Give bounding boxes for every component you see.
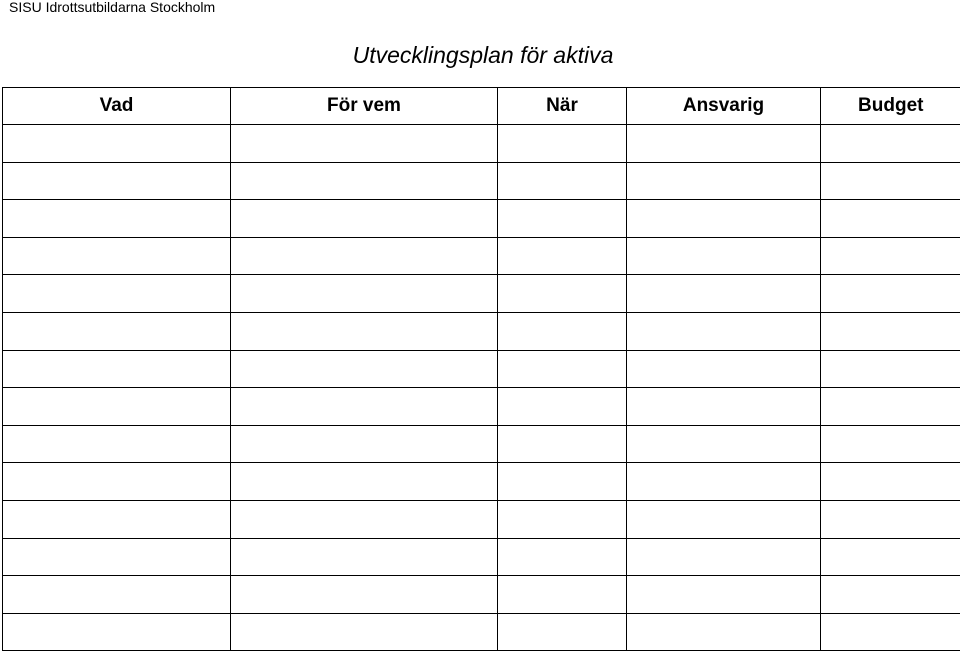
table-cell-for-vem[interactable] (231, 350, 498, 388)
table-cell-for-vem[interactable] (231, 237, 498, 275)
table-cell-budget[interactable] (821, 576, 960, 614)
table-header-row (3, 88, 960, 125)
table-cell-ansvarig[interactable] (627, 237, 821, 275)
table-cell-budget[interactable] (821, 500, 960, 538)
table-cell-budget[interactable] (821, 237, 960, 275)
table-cell-nar[interactable] (498, 237, 627, 275)
table-row (3, 350, 960, 388)
table-row (3, 162, 960, 200)
table-cell-nar[interactable] (498, 425, 627, 463)
table-row (3, 613, 960, 651)
table-cell-nar[interactable] (498, 350, 627, 388)
table-cell-budget[interactable] (821, 125, 960, 163)
table-body (3, 125, 960, 651)
table-cell-for-vem[interactable] (231, 312, 498, 350)
table-cell-budget[interactable] (821, 463, 960, 501)
table-cell-nar[interactable] (498, 275, 627, 313)
table-cell-nar[interactable] (498, 312, 627, 350)
table-cell-vad[interactable] (3, 613, 231, 651)
table-cell-budget[interactable] (821, 200, 960, 238)
column-header-ansvarig: Ansvarig (627, 88, 821, 125)
column-header-nar: När (498, 88, 627, 125)
table-cell-for-vem[interactable] (231, 200, 498, 238)
table-cell-budget[interactable] (821, 350, 960, 388)
table-cell-for-vem[interactable] (231, 125, 498, 163)
table-cell-for-vem[interactable] (231, 576, 498, 614)
table-cell-vad[interactable] (3, 200, 231, 238)
table-cell-vad[interactable] (3, 538, 231, 576)
table-cell-budget[interactable] (821, 275, 960, 313)
table-cell-ansvarig[interactable] (627, 350, 821, 388)
table-cell-nar[interactable] (498, 613, 627, 651)
table-cell-for-vem[interactable] (231, 425, 498, 463)
table-cell-ansvarig[interactable] (627, 613, 821, 651)
table-cell-for-vem[interactable] (231, 275, 498, 313)
table-cell-ansvarig[interactable] (627, 312, 821, 350)
table-cell-budget[interactable] (821, 312, 960, 350)
table-cell-ansvarig[interactable] (627, 125, 821, 163)
table-cell-vad[interactable] (3, 576, 231, 614)
table-cell-vad[interactable] (3, 500, 231, 538)
table-cell-vad[interactable] (3, 425, 231, 463)
table-cell-for-vem[interactable] (231, 162, 498, 200)
table-cell-budget[interactable] (821, 538, 960, 576)
column-header-vad: Vad (3, 88, 231, 125)
table-cell-vad[interactable] (3, 162, 231, 200)
table-row (3, 237, 960, 275)
table-cell-nar[interactable] (498, 200, 627, 238)
table-row (3, 425, 960, 463)
table-cell-vad[interactable] (3, 237, 231, 275)
table-cell-nar[interactable] (498, 388, 627, 426)
table-row (3, 538, 960, 576)
table-cell-for-vem[interactable] (231, 613, 498, 651)
table-cell-ansvarig[interactable] (627, 388, 821, 426)
table-cell-ansvarig[interactable] (627, 275, 821, 313)
table-cell-budget[interactable] (821, 388, 960, 426)
table-cell-ansvarig[interactable] (627, 425, 821, 463)
table-cell-nar[interactable] (498, 125, 627, 163)
table-cell-ansvarig[interactable] (627, 576, 821, 614)
table-cell-ansvarig[interactable] (627, 200, 821, 238)
table-row (3, 463, 960, 501)
table-cell-vad[interactable] (3, 463, 231, 501)
table-row (3, 500, 960, 538)
table-cell-ansvarig[interactable] (627, 500, 821, 538)
table-cell-budget[interactable] (821, 425, 960, 463)
table-row (3, 312, 960, 350)
table-row (3, 125, 960, 163)
table-cell-nar[interactable] (498, 463, 627, 501)
table-cell-for-vem[interactable] (231, 463, 498, 501)
table-cell-vad[interactable] (3, 275, 231, 313)
table-cell-nar[interactable] (498, 538, 627, 576)
table-cell-vad[interactable] (3, 388, 231, 426)
page-title: Utvecklingsplan för aktiva (352, 42, 614, 68)
organization-header: SISU Idrottsutbildarna Stockholm (9, 0, 216, 15)
development-plan-table (2, 87, 960, 651)
table-row (3, 275, 960, 313)
table-cell-vad[interactable] (3, 125, 231, 163)
column-header-budget: Budget (821, 88, 960, 125)
table-cell-budget[interactable] (821, 162, 960, 200)
table-cell-nar[interactable] (498, 576, 627, 614)
table-cell-ansvarig[interactable] (627, 463, 821, 501)
table-cell-budget[interactable] (821, 613, 960, 651)
table-cell-nar[interactable] (498, 162, 627, 200)
table-row (3, 388, 960, 426)
table-row (3, 576, 960, 614)
column-header-for-vem: För vem (231, 88, 498, 125)
table-cell-nar[interactable] (498, 500, 627, 538)
table-cell-ansvarig[interactable] (627, 162, 821, 200)
table-cell-vad[interactable] (3, 350, 231, 388)
table-cell-vad[interactable] (3, 312, 231, 350)
table-row (3, 200, 960, 238)
table-cell-for-vem[interactable] (231, 500, 498, 538)
table-cell-for-vem[interactable] (231, 538, 498, 576)
table-cell-ansvarig[interactable] (627, 538, 821, 576)
table-cell-for-vem[interactable] (231, 388, 498, 426)
